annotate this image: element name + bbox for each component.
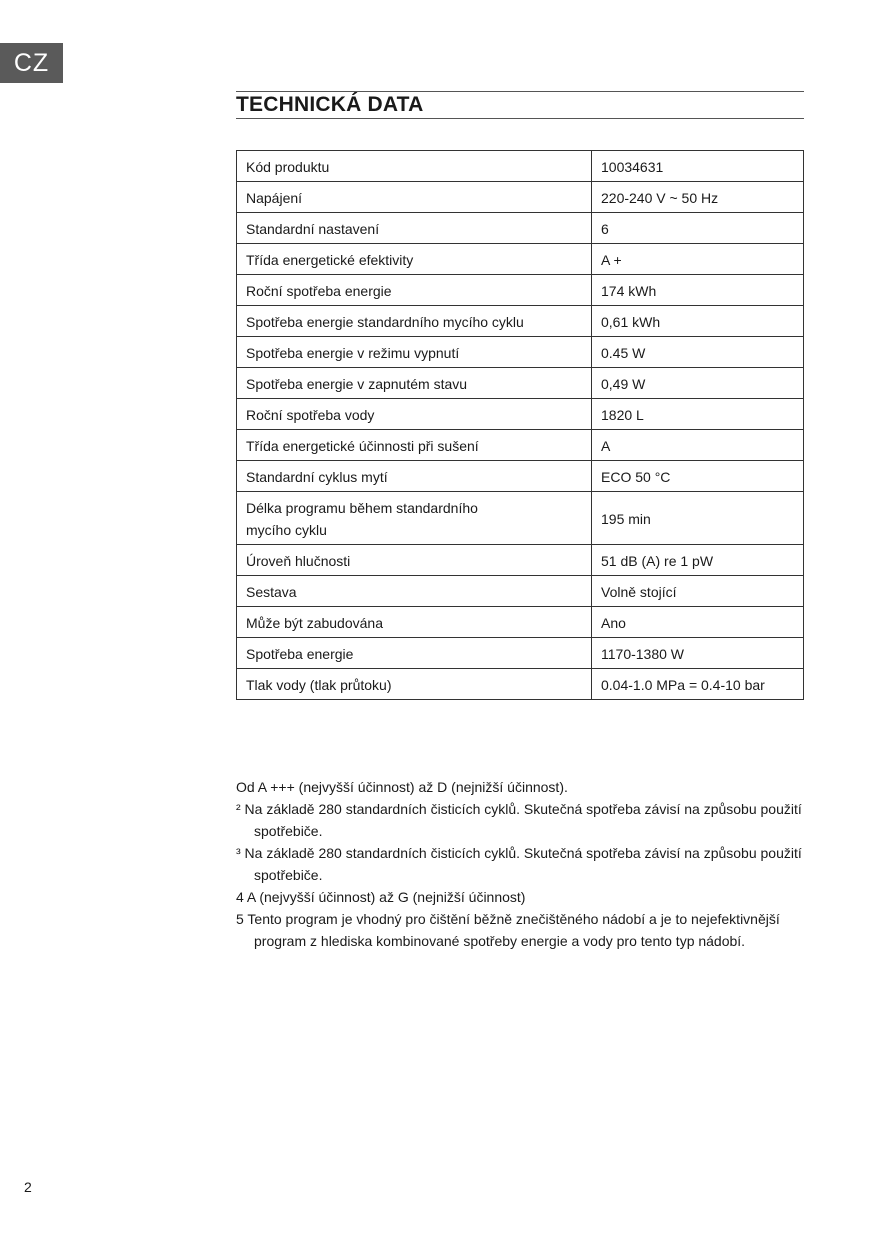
row-label: Sestava: [237, 576, 592, 607]
row-value: 195 min: [592, 492, 804, 545]
table-row: [237, 151, 804, 182]
table-row: [237, 430, 804, 461]
table-row: [237, 492, 804, 545]
row-value: A: [592, 430, 804, 461]
table-row: [237, 213, 804, 244]
row-label: Třída energetické efektivity: [237, 244, 592, 275]
row-label: Úroveň hlučnosti: [237, 545, 592, 576]
table-row: [237, 669, 804, 700]
table-row: [237, 576, 804, 607]
row-label: Spotřeba energie standardního mycího cyklu: [237, 306, 592, 337]
row-value: 0.04-1.0 MPa = 0.4-10 bar: [592, 669, 804, 700]
footnotes: [236, 776, 806, 952]
footnote: 4 A (nejvyšší účinnost) až G (nejnižší účinnost): [236, 889, 526, 905]
table-row: [237, 368, 804, 399]
footnote: 5 Tento program je vhodný pro čištění běžně znečištěného nádobí a je to nejefektivnější program z hlediska kombinované spotřeby energie a vody pro tento typ nádobí.: [236, 911, 780, 949]
row-value: 0.45 W: [592, 337, 804, 368]
page-title: TECHNICKÁ DATA: [236, 93, 424, 116]
row-label: Spotřeba energie v zapnutém stavu: [237, 368, 592, 399]
row-value: 0,49 W: [592, 368, 804, 399]
row-value: 0,61 kWh: [592, 306, 804, 337]
row-value: Volně stojící: [592, 576, 804, 607]
row-value: A +: [592, 244, 804, 275]
row-value: 220-240 V ~ 50 Hz: [592, 182, 804, 213]
table-row: [237, 399, 804, 430]
row-label: Může být zabudována: [237, 607, 592, 638]
row-value: 1170-1380 W: [592, 638, 804, 669]
footnote: Od A +++ (nejvyšší účinnost) až D (nejnižší účinnost).: [236, 779, 568, 795]
row-value: 1820 L: [592, 399, 804, 430]
table-row: [237, 337, 804, 368]
row-label: Tlak vody (tlak průtoku): [237, 669, 592, 700]
row-label: Standardní nastavení: [237, 213, 592, 244]
row-value: 6: [592, 213, 804, 244]
footnote: ³ Na základě 280 standardních čisticích cyklů. Skutečná spotřeba závisí na způsobu použití spotřebiče.: [236, 845, 802, 883]
table-row: [237, 545, 804, 576]
row-label: Standardní cyklus mytí: [237, 461, 592, 492]
page-number: 2: [24, 1179, 32, 1195]
spec-table: [236, 150, 804, 700]
row-label: Spotřeba energie v režimu vypnutí: [237, 337, 592, 368]
row-label: Napájení: [237, 182, 592, 213]
row-value: ECO 50 °C: [592, 461, 804, 492]
row-value: 174 kWh: [592, 275, 804, 306]
table-row: [237, 182, 804, 213]
title-block: [236, 91, 804, 119]
row-value: 10034631: [592, 151, 804, 182]
row-label: Roční spotřeba vody: [237, 399, 592, 430]
row-label: Spotřeba energie: [237, 638, 592, 669]
language-tab: CZ: [0, 43, 63, 83]
table-row: [237, 306, 804, 337]
row-label: Třída energetické účinnosti při sušení: [237, 430, 592, 461]
footnote: ² Na základě 280 standardních čisticích cyklů. Skutečná spotřeba závisí na způsobu použití spotřebiče.: [236, 801, 802, 839]
table-row: [237, 275, 804, 306]
table-row: [237, 638, 804, 669]
row-value: Ano: [592, 607, 804, 638]
row-label: Roční spotřeba energie: [237, 275, 592, 306]
row-label: Kód produktu: [237, 151, 592, 182]
row-value: 51 dB (A) re 1 pW: [592, 545, 804, 576]
table-row: [237, 461, 804, 492]
row-label: Délka programu během standardního mycího cyklu: [237, 492, 592, 545]
table-row: [237, 607, 804, 638]
table-row: [237, 244, 804, 275]
